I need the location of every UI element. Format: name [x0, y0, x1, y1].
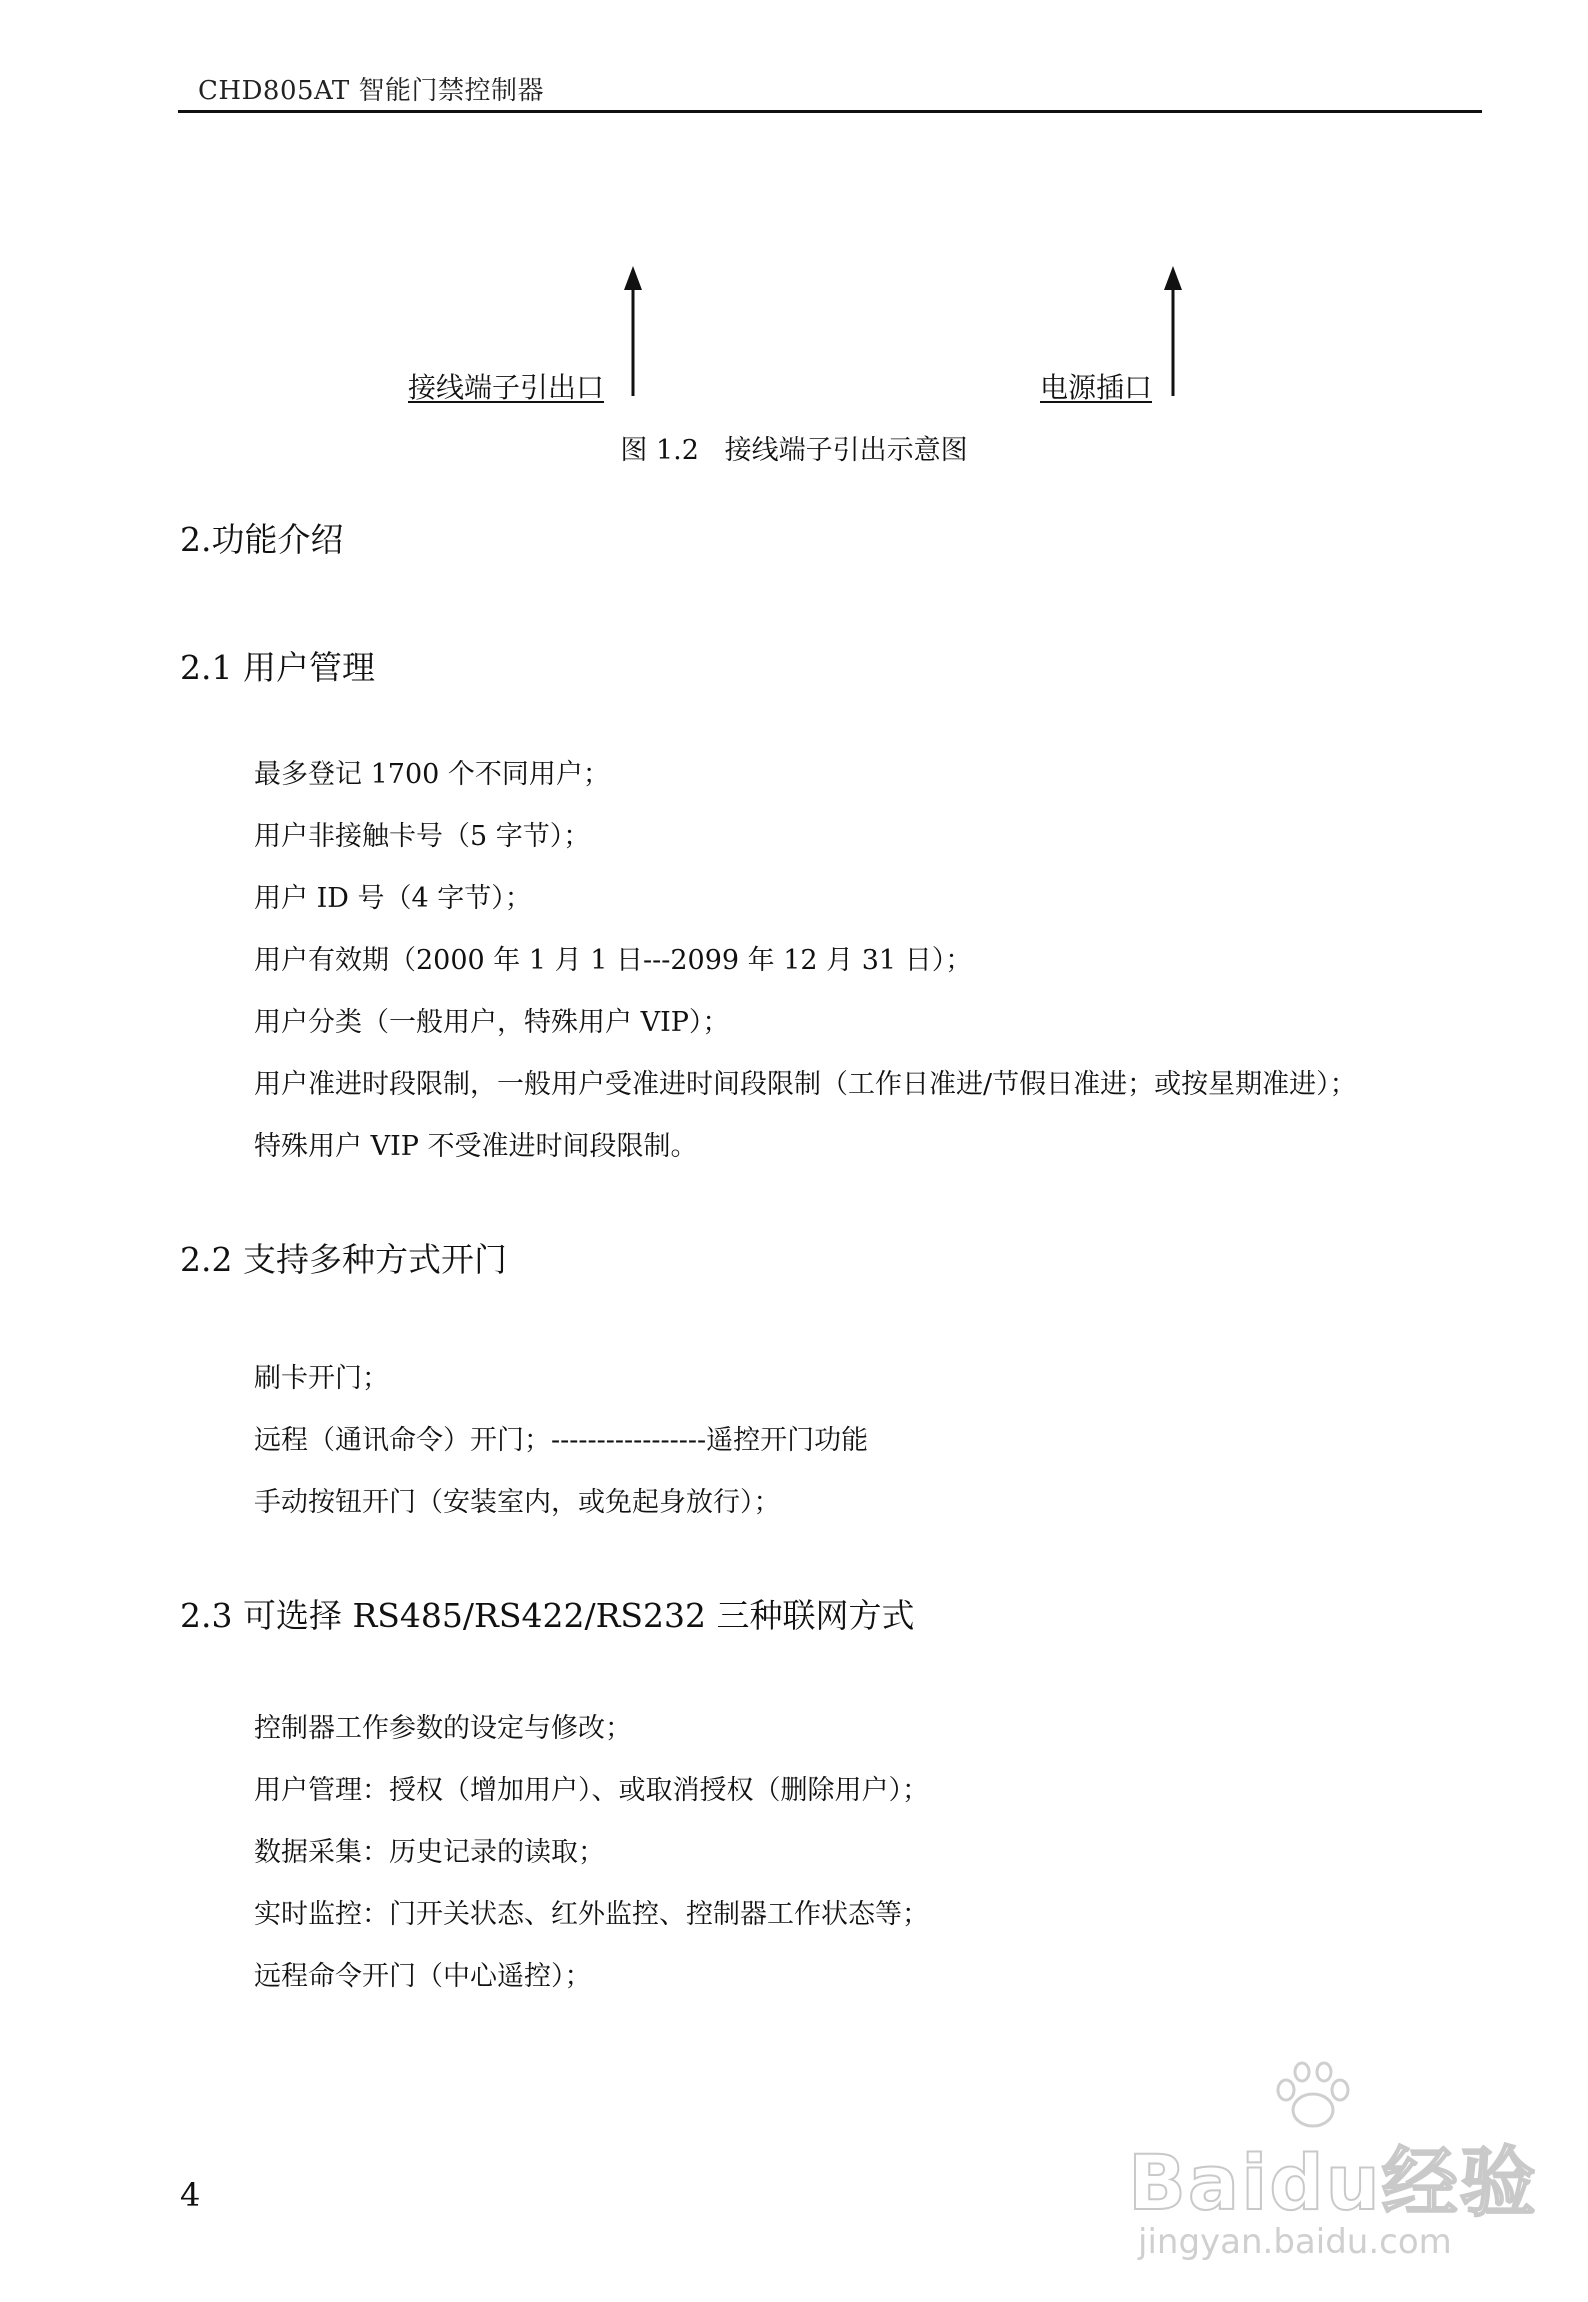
list-item: 实时监控：门开关状态、红外监控、控制器工作状态等； — [254, 1899, 929, 1930]
list-item: 最多登记 1700 个不同用户； — [254, 759, 610, 790]
list-item: 远程（通讯命令）开门；-----------------遥控开门功能 — [254, 1425, 869, 1456]
terminal-outlet-label: 接线端子引出口 — [408, 371, 605, 404]
list-item: 用户管理：授权（增加用户）、或取消授权（删除用户）； — [254, 1775, 929, 1806]
list-item: 用户准进时段限制，一般用户受准进时间段限制（工作日准进/节假日准进；或按星期准进）； — [254, 1069, 1357, 1100]
right-up-arrow-icon — [1158, 266, 1188, 396]
page-header-title: CHD805AT 智能门禁控制器 — [198, 76, 545, 106]
list-item: 数据采集：历史记录的读取； — [254, 1837, 605, 1868]
section-heading: 2.3 可选择 RS485/RS422/RS232 三种联网方式 — [180, 1596, 915, 1635]
figure-caption: 图 1.2 接线端子引出示意图 — [620, 435, 968, 466]
list-item: 刷卡开门； — [254, 1363, 389, 1394]
paw-icon — [1268, 2060, 1358, 2130]
section-heading: 2.功能介绍 — [180, 520, 344, 559]
section-heading: 2.2 支持多种方式开门 — [180, 1240, 507, 1279]
page-number: 4 — [180, 2176, 201, 2214]
list-item: 用户 ID 号（4 字节）； — [254, 883, 532, 914]
header-rule — [178, 110, 1482, 113]
watermark-url: jingyan.baidu.com — [1138, 2222, 1452, 2262]
list-item: 控制器工作参数的设定与修改； — [254, 1713, 632, 1744]
baidu-jingyan-watermark — [1128, 2060, 1538, 2280]
power-socket-label: 电源插口 — [1040, 371, 1153, 404]
list-item: 远程命令开门（中心遥控）； — [254, 1961, 592, 1992]
list-item: 用户有效期（2000 年 1 月 1 日---2099 年 12 月 31 日）； — [254, 945, 973, 976]
list-item: 用户非接触卡号（5 字节）； — [254, 821, 591, 852]
section-heading: 2.1 用户管理 — [180, 648, 375, 687]
list-item: 特殊用户 VIP 不受准进时间段限制。 — [254, 1131, 698, 1162]
list-item: 用户分类（一般用户，特殊用户 VIP）； — [254, 1007, 730, 1038]
list-item: 手动按钮开门（安装室内，或免起身放行）； — [254, 1487, 781, 1518]
left-up-arrow-icon — [618, 266, 648, 396]
watermark-brand: Baidu经验 — [1128, 2138, 1538, 2227]
